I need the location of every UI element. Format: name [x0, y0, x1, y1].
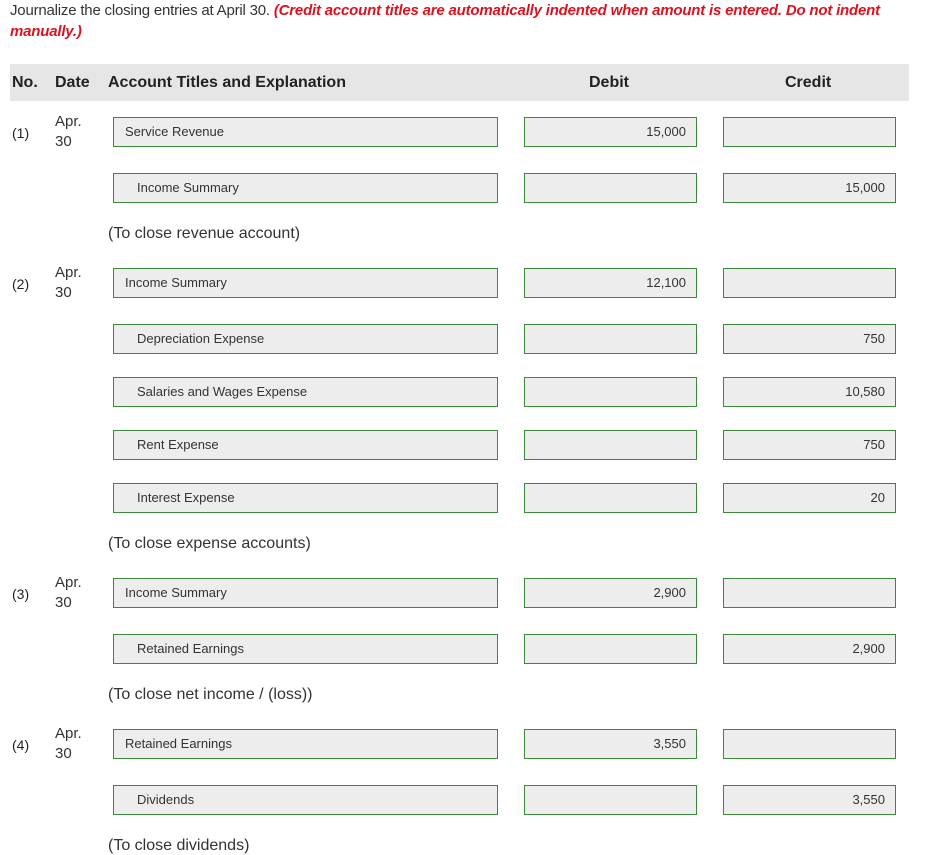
header-date: Date	[55, 74, 90, 91]
credit-field[interactable]	[723, 268, 896, 298]
credit-field[interactable]: 2,900	[723, 634, 896, 664]
entry-date	[55, 263, 95, 303]
entry-date	[55, 573, 95, 613]
instructions	[10, 0, 910, 42]
header-credit: Credit	[785, 74, 832, 91]
entry-number: (3)	[12, 586, 30, 602]
instructions-note: (Credit account titles are automatically indented when amount is entered. Do not indent manually.)	[10, 2, 880, 40]
account-field[interactable]: Rent Expense	[113, 430, 498, 460]
entry-date-month: Apr.	[55, 725, 82, 742]
account-field[interactable]: Income Summary	[113, 578, 498, 608]
account-field[interactable]: Salaries and Wages Expense	[113, 377, 498, 407]
header-no: No.	[12, 74, 38, 91]
debit-field[interactable]: 12,100	[524, 268, 697, 298]
account-field[interactable]: Income Summary	[113, 173, 498, 203]
debit-field[interactable]	[524, 785, 697, 815]
entry-explanation: (To close revenue account)	[108, 225, 301, 242]
credit-field[interactable]: 750	[723, 430, 896, 460]
account-field[interactable]: Income Summary	[113, 268, 498, 298]
instructions-text: Journalize the closing entries at April 30.	[10, 2, 274, 19]
entry-explanation: (To close net income / (loss))	[108, 686, 313, 703]
debit-field[interactable]	[524, 634, 697, 664]
entry-date-day: 30	[55, 594, 72, 611]
debit-field[interactable]	[524, 377, 697, 407]
debit-field[interactable]	[524, 173, 697, 203]
account-field[interactable]: Retained Earnings	[113, 634, 498, 664]
entry-explanation: (To close expense accounts)	[108, 535, 311, 552]
account-field[interactable]: Dividends	[113, 785, 498, 815]
account-field[interactable]: Interest Expense	[113, 483, 498, 513]
debit-field[interactable]: 2,900	[524, 578, 697, 608]
table-header	[10, 64, 909, 101]
entry-date-day: 30	[55, 284, 72, 301]
credit-field[interactable]	[723, 729, 896, 759]
entry-number: (1)	[12, 125, 30, 141]
credit-field[interactable]: 10,580	[723, 377, 896, 407]
entry-date-month: Apr.	[55, 264, 82, 281]
debit-field[interactable]	[524, 483, 697, 513]
entry-date-month: Apr.	[55, 113, 82, 130]
account-field[interactable]: Retained Earnings	[113, 729, 498, 759]
entry-date	[55, 724, 95, 764]
credit-field[interactable]: 750	[723, 324, 896, 354]
credit-field[interactable]: 3,550	[723, 785, 896, 815]
entry-number: (2)	[12, 276, 30, 292]
entry-date-month: Apr.	[55, 574, 82, 591]
credit-field[interactable]	[723, 578, 896, 608]
entry-number: (4)	[12, 737, 30, 753]
entry-date	[55, 112, 95, 152]
debit-field[interactable]: 3,550	[524, 729, 697, 759]
credit-field[interactable]	[723, 117, 896, 147]
entry-explanation: (To close dividends)	[108, 837, 250, 854]
credit-field[interactable]: 20	[723, 483, 896, 513]
account-field[interactable]: Depreciation Expense	[113, 324, 498, 354]
header-debit: Debit	[589, 74, 629, 91]
debit-field[interactable]: 15,000	[524, 117, 697, 147]
entry-date-day: 30	[55, 745, 72, 762]
credit-field[interactable]: 15,000	[723, 173, 896, 203]
debit-field[interactable]	[524, 324, 697, 354]
header-account: Account Titles and Explanation	[108, 74, 346, 91]
account-field[interactable]: Service Revenue	[113, 117, 498, 147]
debit-field[interactable]	[524, 430, 697, 460]
entry-date-day: 30	[55, 133, 72, 150]
